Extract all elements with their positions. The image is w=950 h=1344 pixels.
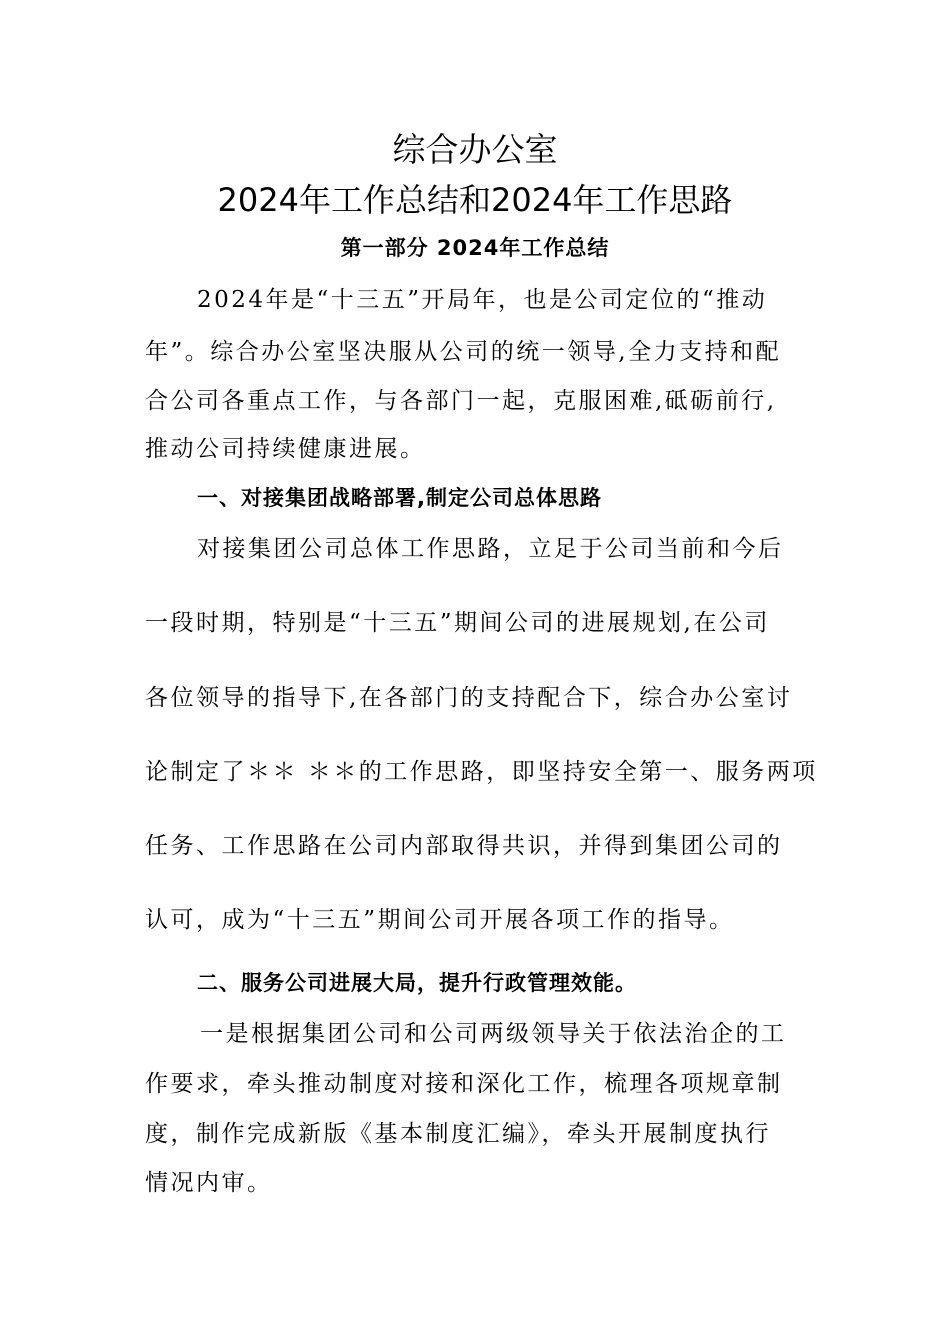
part-title: 第一部分 2024年工作总结	[340, 236, 610, 260]
intro-line: 推动公司持续健康进展。	[145, 436, 426, 462]
section1-heading: 一、对接集团战略部署,制定公司总体思路	[197, 486, 602, 510]
section1-line: 对接集团公司总体工作思路，立足于公司当前和今后	[197, 536, 784, 562]
section2-heading: 二、服务公司进展大局，提升行政管理效能。	[197, 971, 637, 995]
intro-line: 年”。综合办公室坚决服从公司的统一领导,全力支持和配	[145, 339, 782, 365]
document-title-line2: 2024年工作总结和2024年工作思路	[217, 181, 733, 219]
section1-line: 认可，成为“十三五”期间公司开展各项工作的指导。	[145, 907, 735, 933]
section2-line: 度，制作完成新版《基本制度汇编》，牵头开展制度执行	[145, 1121, 771, 1147]
section2-line: 一是根据集团公司和公司两级领导关于依法治企的工	[200, 1021, 787, 1047]
section2-line: 作要求，牵头推动制度对接和深化工作，梳理各项规章制	[145, 1071, 783, 1097]
section1-line: 任务、工作思路在公司内部取得共识，并得到集团公司的	[145, 833, 783, 859]
intro-line: 2024年是“十三五”开局年，也是公司定位的“推动	[197, 287, 768, 313]
section1-line: 各位领导的指导下,在各部门的支持配合下，综合办公室讨	[145, 685, 793, 711]
section1-line: 论制定了＊＊ ＊＊的工作思路，即坚持安全第一、服务两项	[145, 759, 818, 785]
section2-line: 情况内审。	[145, 1170, 273, 1196]
document-title-line1: 综合办公室	[392, 130, 558, 169]
section1-line: 一段时期，特别是“十三五”期间公司的进展规划,在公司	[145, 610, 770, 636]
intro-line: 合公司各重点工作，与各部门一起，克服困难,砥砺前行,	[145, 388, 777, 414]
